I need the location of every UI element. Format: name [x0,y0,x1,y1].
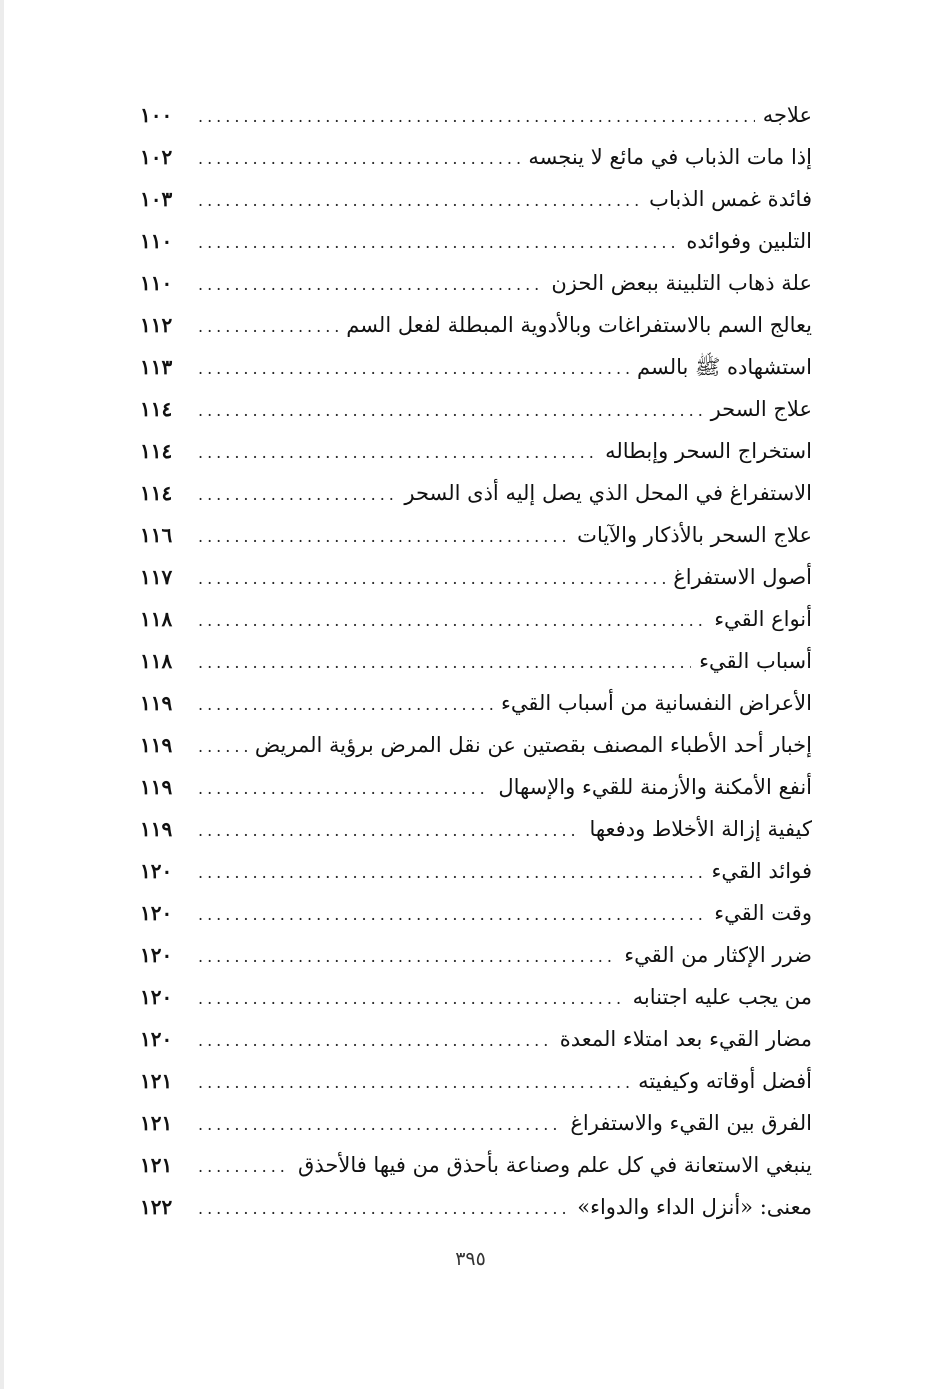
toc-entry-title: إذا مات الذباب في مائع لا ينجسه [528,145,812,169]
toc-entry-page: ١١٩ [140,817,173,841]
toc-entry-title: ضرر الإكثار من القيء [624,943,812,967]
dot-leader [190,222,678,264]
dot-leader [190,810,581,852]
dot-leader [190,138,520,180]
dot-leader [190,600,706,642]
toc-entry [140,346,812,388]
toc-entry [140,640,812,682]
toc-entry-title: علاج السحر [710,397,812,421]
toc-entry-title: إخبار أحد الأطباء المصنف بقصتين عن نقل المرض برؤية المريض [254,733,812,757]
toc-entry-page: ١٢٠ [140,859,173,883]
toc-entry-title: فائدة غمس الذباب [649,187,812,211]
toc-entry-page: ١١٩ [140,733,173,757]
toc-entry-page: ١٢١ [140,1111,173,1135]
toc-entry-title: كيفية إزالة الأخلاط ودفعها [589,817,812,841]
toc-entry [140,976,812,1018]
toc-entry-title: علة ذهاب التلبينة ببعض الحزن [551,271,812,295]
toc-entry [140,514,812,556]
toc-entry-title: فوائد القيء [711,859,812,883]
toc-entry-title: أصول الاستفراغ [673,565,812,589]
toc-entry-page: ١٢٠ [140,985,173,1009]
dot-leader [190,894,706,936]
toc-entry-page: ١٢١ [140,1153,173,1177]
toc-entry-title: ينبغي الاستعانة في كل علم وصناعة بأحذق من فيها فالأحذق [298,1153,812,1177]
toc-entry-page: ١١٦ [140,523,173,547]
toc-entry [140,1018,812,1060]
toc-entry-page: ١١٤ [140,439,173,463]
toc-entry [140,1144,812,1186]
dot-leader [190,264,543,306]
dot-leader [190,306,338,348]
toc-entry-page: ١٢١ [140,1069,173,1093]
toc-entry-page: ١١٤ [140,397,173,421]
toc-entry [140,136,812,178]
dot-leader [190,642,691,684]
dot-leader [190,768,490,810]
toc-entry-title: التلبين وفوائده [686,229,812,253]
toc-entry-page: ١٠٢ [140,145,173,169]
page-number: ٣٩٥ [455,1248,486,1270]
dot-leader [190,390,703,432]
toc-entry [140,430,812,472]
toc-entry-title: الفرق بين القيء والاستفراغ [570,1111,812,1135]
toc-entry-page: ١١٤ [140,481,173,505]
dot-leader [190,1188,569,1230]
toc-entry-page: ١٢٠ [140,943,173,967]
toc-entry-title: الاستفراغ في المحل الذي يصل إليه أذى السحر [404,481,812,505]
toc-entry-title: أنواع القيء [714,607,812,631]
toc-entry [140,304,812,346]
toc-entry-page: ١١٩ [140,775,173,799]
toc-entry-title: استخراج السحر وإبطاله [605,439,812,463]
dot-leader [190,96,755,138]
dot-leader [190,852,704,894]
toc-entry [140,850,812,892]
toc-entry-title: يعالج السم بالاستفراغات وبالأدوية المبطلة لفعل السم [346,313,812,337]
toc-entry-page: ١١٠ [140,271,173,295]
toc-entry [140,724,812,766]
dot-leader [190,474,396,516]
toc-entry [140,766,812,808]
toc-entry-title: معنى: «أنزل الداء والدواء» [577,1195,812,1219]
toc-entry-title: وقت القيء [714,901,812,925]
toc-entry-page: ١٢٠ [140,1027,173,1051]
dot-leader [190,348,629,390]
toc-entry-title: مضار القيء بعد امتلاء المعدة [559,1027,812,1051]
toc-entry-title: أفضل أوقاته وكيفيته [638,1069,812,1093]
toc-entry-title: الأعراض النفسانية من أسباب القيء [500,691,812,715]
toc-entry [140,934,812,976]
toc-entry-page: ١٢٢ [140,1195,173,1219]
toc-entry-page: ١١٨ [140,649,173,673]
dot-leader [190,1146,290,1188]
dot-leader [190,1020,552,1062]
dot-leader [190,726,247,768]
toc-entry [140,472,812,514]
toc-entry [140,388,812,430]
dot-leader [190,558,665,600]
toc-entry [140,892,812,934]
toc-entry [140,178,812,220]
dot-leader [190,936,616,978]
toc-entry [140,220,812,262]
toc-entry [140,1102,812,1144]
scan-edge [0,0,4,1389]
table-of-contents [140,94,812,1228]
dot-leader [190,1062,630,1104]
toc-entry-title: من يجب عليه اجتنابه [632,985,812,1009]
toc-entry-title: استشهاده ﷺ بالسم [636,355,812,379]
toc-entry-title: علاج السحر بالأذكار والآيات [577,523,812,547]
toc-entry-title: أنفع الأمكنة والأزمنة للقيء والإسهال [498,775,812,799]
toc-entry-page: ١١٠ [140,229,173,253]
toc-entry [140,1060,812,1102]
toc-entry-title: أسباب القيء [699,649,812,673]
toc-entry-page: ١١٧ [140,565,173,589]
dot-leader [190,978,625,1020]
toc-entry-page: ١٠٣ [140,187,173,211]
toc-entry [140,556,812,598]
toc-entry-page: ١١٢ [140,313,173,337]
toc-entry [140,262,812,304]
toc-entry [140,94,812,136]
toc-entry-page: ١٢٠ [140,901,173,925]
dot-leader [190,1104,562,1146]
dot-leader [190,684,493,726]
toc-entry-page: ١٠٠ [140,103,173,127]
dot-leader [190,180,641,222]
toc-entry [140,1186,812,1228]
dot-leader [190,516,569,558]
toc-entry-page: ١١٣ [140,355,173,379]
toc-entry [140,598,812,640]
toc-entry-title: علاجه [762,103,812,127]
toc-entry-page: ١١٩ [140,691,173,715]
dot-leader [190,432,597,474]
toc-entry [140,808,812,850]
toc-entry [140,682,812,724]
toc-entry-page: ١١٨ [140,607,173,631]
